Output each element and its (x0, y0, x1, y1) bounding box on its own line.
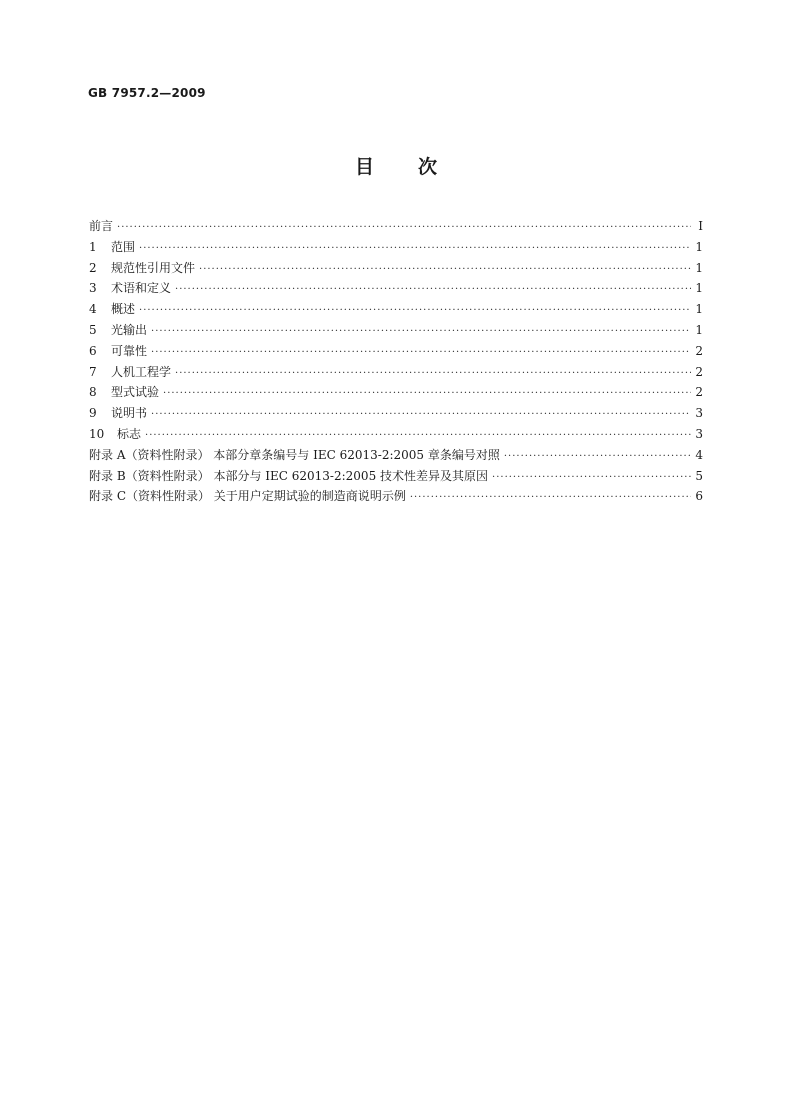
toc-entry-number: 7 (89, 364, 97, 379)
toc-leader-dots (175, 280, 691, 299)
toc-entry-number: 3 (89, 281, 97, 296)
toc-entry-number: 1 (89, 239, 97, 254)
toc-entry-label: 概述 (111, 302, 136, 317)
toc-leader-dots (410, 488, 691, 507)
toc-entry-number: 10 (89, 426, 105, 441)
toc-entry-9[interactable] (89, 403, 703, 424)
toc-entry-10[interactable] (89, 424, 703, 445)
toc-entry-number: 4 (89, 302, 97, 317)
toc-entry-8[interactable] (89, 382, 703, 403)
table-of-contents (89, 216, 703, 507)
toc-entry-number: 8 (89, 385, 97, 400)
toc-entry-5[interactable] (89, 320, 703, 341)
toc-entry-annex-b[interactable] (89, 466, 703, 487)
toc-entry-page: 1 (695, 239, 703, 254)
toc-leader-dots (151, 322, 691, 341)
toc-entry-page: 4 (695, 447, 703, 462)
toc-entry-label: 人机工程学 (111, 364, 172, 379)
toc-entry-4[interactable] (89, 299, 703, 320)
toc-entry-page: Ⅰ (698, 219, 703, 233)
toc-entry-number: 6 (89, 343, 97, 358)
toc-entry-page: 1 (695, 302, 703, 317)
toc-leader-dots (151, 405, 691, 424)
toc-entry-page: 5 (695, 468, 703, 483)
toc-leader-dots (175, 364, 691, 383)
toc-leader-dots (117, 218, 691, 237)
toc-entry-label: 说明书 (111, 406, 148, 421)
toc-entry-page: 2 (695, 343, 703, 358)
toc-entry-page: 2 (695, 385, 703, 400)
toc-entry-page: 6 (695, 489, 703, 504)
toc-entry-foreword[interactable] (89, 216, 703, 237)
page-title (0, 152, 792, 179)
toc-leader-dots (145, 426, 691, 445)
toc-entry-2[interactable] (89, 258, 703, 279)
toc-entry-label: 规范性引用文件 (111, 260, 196, 275)
toc-entry-label: 附录 A（资料性附录） 本部分章条编号与 IEC 62013-2:2005 章条编号对照 (89, 447, 500, 462)
toc-entry-number: 2 (89, 260, 97, 275)
toc-entry-1[interactable] (89, 237, 703, 258)
title-char-2: 次 (418, 156, 438, 178)
toc-entry-6[interactable] (89, 341, 703, 362)
toc-entry-number: 5 (89, 322, 97, 337)
toc-leader-dots (163, 384, 691, 403)
toc-leader-dots (199, 260, 691, 279)
toc-entry-page: 1 (695, 260, 703, 275)
toc-entry-label: 附录 C（资料性附录） 关于用户定期试验的制造商说明示例 (89, 489, 406, 504)
toc-entry-page: 3 (695, 406, 703, 421)
toc-entry-number: 9 (89, 406, 97, 421)
toc-entry-label: 光输出 (111, 322, 148, 337)
toc-entry-label: 前言 (89, 219, 114, 233)
toc-entry-3[interactable] (89, 278, 703, 299)
toc-entry-7[interactable] (89, 362, 703, 383)
toc-leader-dots (492, 468, 691, 487)
toc-entry-page: 2 (695, 364, 703, 379)
toc-leader-dots (151, 343, 691, 362)
toc-leader-dots (504, 447, 691, 466)
toc-entry-label: 可靠性 (111, 343, 148, 358)
toc-leader-dots (139, 239, 691, 258)
toc-entry-annex-c[interactable] (89, 486, 703, 507)
toc-entry-annex-a[interactable] (89, 445, 703, 466)
toc-entry-page: 3 (695, 426, 703, 441)
toc-entry-label: 术语和定义 (111, 281, 172, 296)
toc-entry-label: 范围 (111, 239, 136, 254)
toc-entry-label: 型式试验 (111, 385, 160, 400)
document-header: GB 7957.2—2009 (88, 86, 206, 100)
toc-entry-page: 1 (695, 322, 703, 337)
title-char-1: 目 (354, 156, 374, 178)
toc-leader-dots (139, 301, 691, 320)
toc-entry-label: 标志 (117, 426, 142, 441)
toc-entry-page: 1 (695, 281, 703, 296)
toc-entry-label: 附录 B（资料性附录） 本部分与 IEC 62013-2:2005 技术性差异及其原因 (89, 468, 489, 483)
